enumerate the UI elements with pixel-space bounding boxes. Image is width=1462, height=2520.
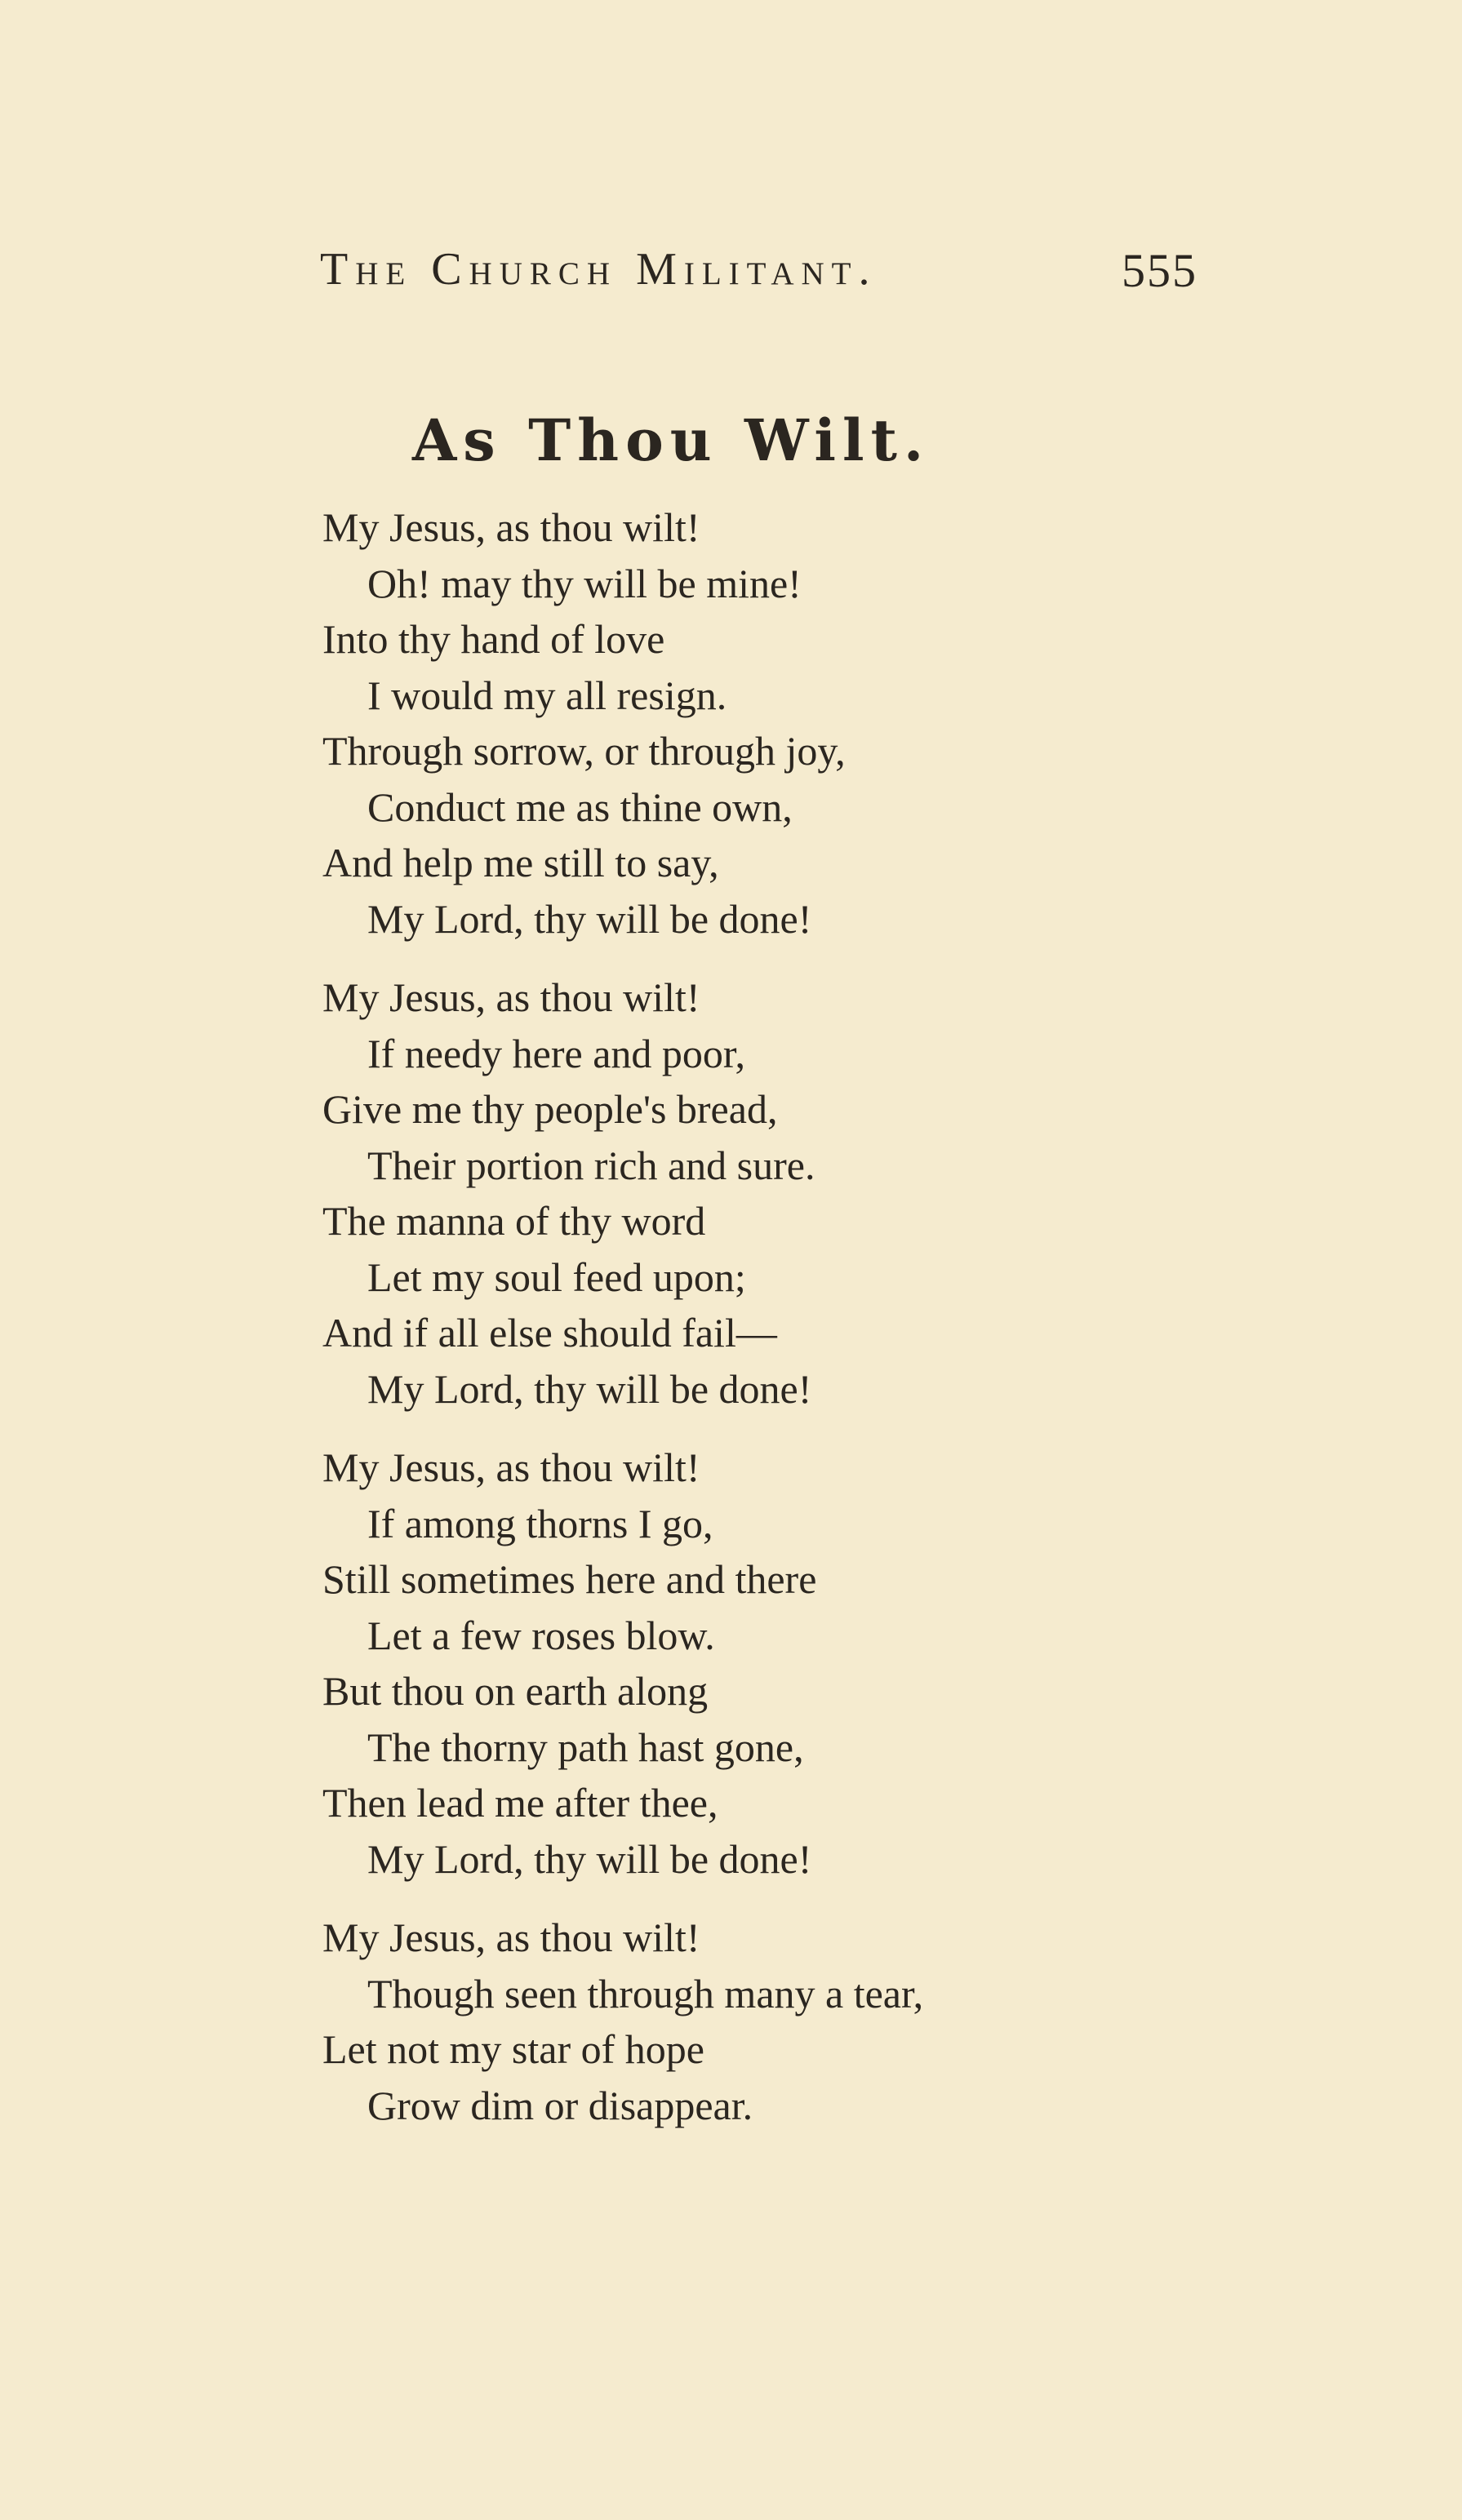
stanza-2: [322, 969, 1139, 1417]
poem-line: I would my all resign.: [367, 672, 727, 718]
poem-line: Their portion rich and sure.: [367, 1142, 815, 1188]
poem-line: And help me still to say,: [322, 840, 719, 885]
poem-line: And if all else should fail—: [322, 1310, 777, 1355]
poem-line: Give me thy people's bread,: [322, 1086, 778, 1132]
poem-line: Conduct me as thine own,: [367, 783, 793, 830]
poem-line: My Lord, thy will be done!: [367, 1835, 812, 1882]
poem-line: Let a few roses blow.: [367, 1612, 715, 1658]
poem-line: Oh! may thy will be mine!: [367, 560, 802, 606]
poem-line: My Jesus, as thou wilt!: [322, 974, 700, 1020]
poem-line: Into thy hand of love: [322, 616, 665, 662]
poem-line: My Jesus, as thou wilt!: [322, 504, 700, 550]
stanza-3: [322, 1440, 1139, 1887]
poem-line: If needy here and poor,: [367, 1030, 746, 1076]
running-header: The Church Militant.: [320, 244, 878, 295]
poem-line: My Jesus, as thou wilt!: [322, 1444, 700, 1490]
poem-line: My Lord, thy will be done!: [367, 895, 812, 942]
page-number: 555: [1122, 244, 1198, 297]
poem-body: [322, 499, 1139, 2156]
poem-line: Still sometimes here and there: [322, 1556, 817, 1602]
poem-line: Let my soul feed upon;: [367, 1253, 746, 1300]
stanza-4: [322, 1910, 1139, 2133]
poem-line: The thorny path hast gone,: [367, 1724, 804, 1770]
poem-line: The manna of thy word: [322, 1198, 706, 1244]
poem-line: Let not my star of hope: [322, 2026, 704, 2072]
poem-line: If among thorns I go,: [367, 1500, 713, 1546]
stanza-1: [322, 499, 1139, 947]
poem-title: As Thou Wilt.: [412, 406, 931, 474]
poem-line: Grow dim or disappear.: [367, 2082, 753, 2128]
poem-line: Through sorrow, or through joy,: [322, 728, 846, 774]
poem-line: Though seen through many a tear,: [367, 1970, 924, 2016]
poem-line: My Jesus, as thou wilt!: [322, 1914, 700, 1960]
poem-line: My Lord, thy will be done!: [367, 1365, 812, 1412]
poem-line: Then lead me after thee,: [322, 1780, 718, 1826]
poem-line: But thou on earth along: [322, 1668, 709, 1714]
